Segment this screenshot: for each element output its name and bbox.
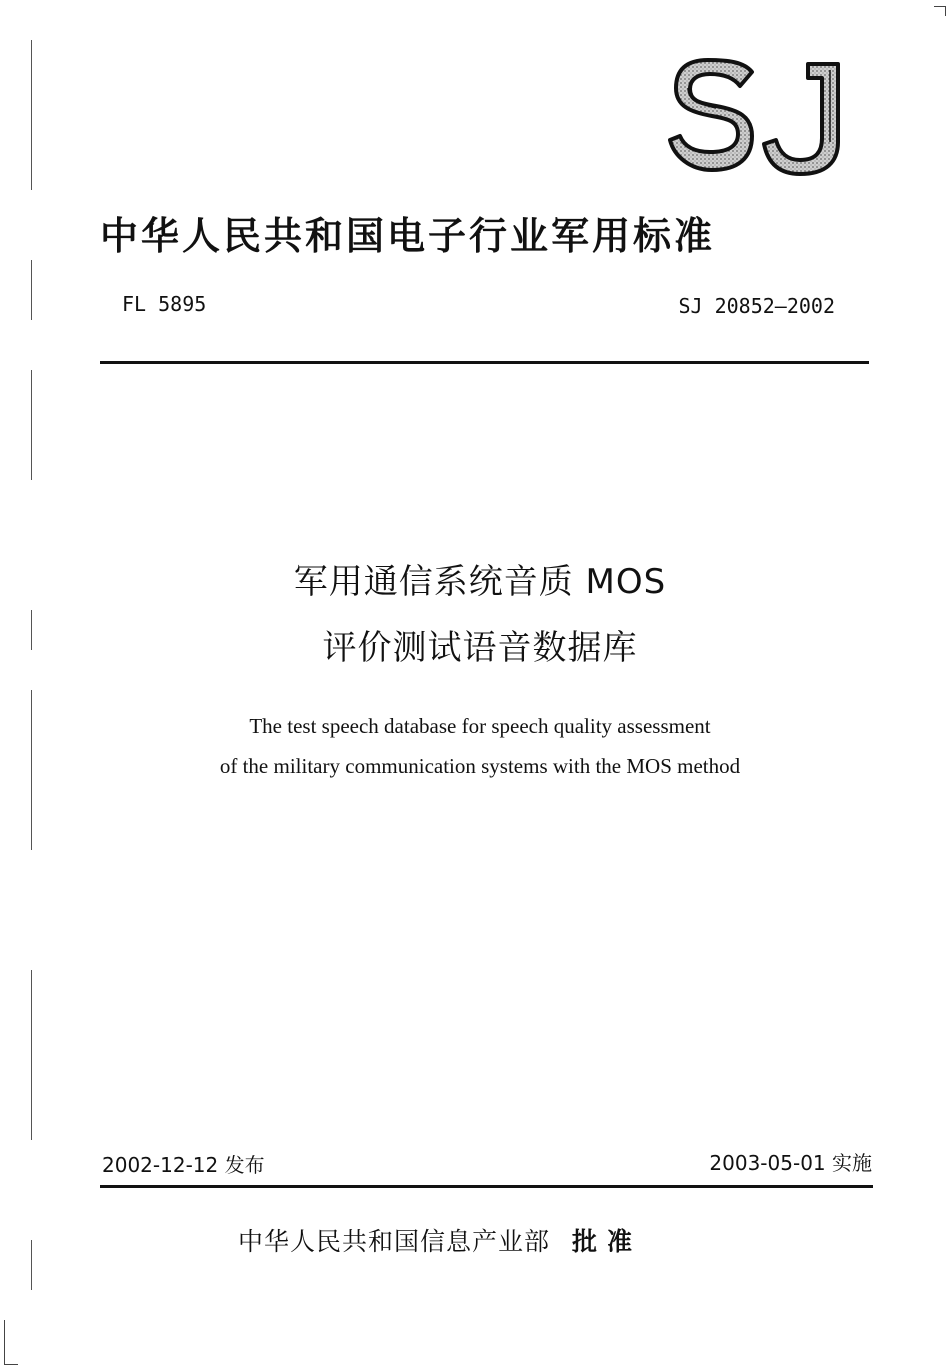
header-divider xyxy=(100,361,869,364)
issuing-authority: 中华人民共和国电子行业军用标准 xyxy=(100,213,716,258)
effective-date: 2003-05-01 实施 xyxy=(709,1151,872,1175)
scan-artifact xyxy=(4,1320,5,1365)
scan-artifact xyxy=(945,6,946,16)
title-english-line-1: The test speech database for speech quality assessment xyxy=(249,714,711,738)
issue-date: 2002-12-12 发布 xyxy=(102,1153,265,1177)
footer-divider xyxy=(100,1185,873,1188)
standard-number: SJ 20852—2002 xyxy=(678,294,835,318)
sj-logo xyxy=(668,58,848,182)
scan-artifact xyxy=(31,970,32,1140)
approving-ministry: 中华人民共和国信息产业部 xyxy=(238,1227,551,1256)
scan-artifact xyxy=(4,1364,18,1365)
scan-artifact xyxy=(31,1240,32,1290)
approval-line xyxy=(238,1222,642,1262)
scan-artifact xyxy=(31,260,32,320)
approve-label: 批准 xyxy=(572,1227,643,1256)
scan-artifact xyxy=(31,370,32,480)
classification-code: FL 5895 xyxy=(122,292,207,316)
scan-artifact xyxy=(31,40,32,190)
title-chinese-line-2: 评价测试语音数据库 xyxy=(322,628,638,668)
title-chinese-line-1: 军用通信系统音质 MOS xyxy=(293,562,667,602)
title-english-line-2: of the military communication systems with the MOS method xyxy=(219,754,741,778)
